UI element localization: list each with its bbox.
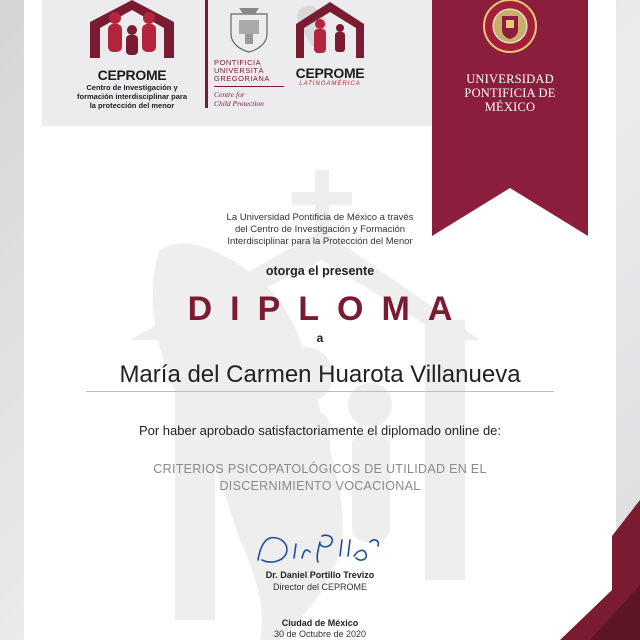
recipient-underline bbox=[86, 391, 554, 392]
university-seal-icon bbox=[484, 0, 536, 52]
signatory-name: Dr. Daniel Portillo Trevizo bbox=[265, 570, 375, 580]
course-title bbox=[0, 461, 640, 495]
grants-text: otorga el presente bbox=[265, 264, 375, 278]
issue-date: 30 de Octubre de 2020 bbox=[273, 629, 367, 639]
gregoriana-sub-line: Centre for bbox=[214, 90, 245, 99]
ceprome-logo bbox=[72, 0, 192, 110]
gregoriana-crest-icon bbox=[219, 4, 279, 54]
gregoriana-subtitle bbox=[214, 90, 284, 108]
intro-line: La Universidad Pontificia de México a través bbox=[226, 212, 414, 223]
gregoriana-logo bbox=[214, 4, 284, 108]
ceprome-latam-subtitle: LATINOAMÉRICA bbox=[299, 81, 361, 87]
university-name-line: MÉXICO bbox=[484, 100, 536, 114]
ceprome-house-icon bbox=[72, 0, 192, 62]
gregoriana-name-line: PONTIFICIA bbox=[214, 58, 262, 67]
handwritten-signature bbox=[250, 530, 390, 570]
intro-line: Interdisciplinar para la Protección del Menor bbox=[227, 236, 413, 247]
logo-divider bbox=[205, 0, 208, 108]
diploma-title: DIPLOMA bbox=[187, 290, 471, 328]
reason-text: Por haber aprobado satisfactoriamente el diplomado online de: bbox=[138, 423, 502, 438]
intro-line: del Centro de Investigación y Formación bbox=[234, 224, 406, 235]
gregoriana-name-line: GREGORIANA bbox=[214, 74, 270, 83]
gregoriana-rule bbox=[214, 86, 284, 87]
gregoriana-name-line: UNIVERSITÀ bbox=[214, 66, 265, 75]
issue-city: Ciudad de México bbox=[281, 618, 359, 628]
ceprome-desc-line: Centro de Investigación y bbox=[86, 83, 178, 92]
ceprome-latam-house-icon bbox=[282, 0, 378, 60]
intro-text bbox=[0, 212, 640, 248]
university-ribbon bbox=[432, 0, 588, 236]
ceprome-desc-line: la protección del menor bbox=[89, 101, 175, 110]
university-name-line: UNIVERSIDAD bbox=[466, 72, 554, 86]
ceprome-latam-logo bbox=[282, 0, 378, 87]
course-title-line: CRITERIOS PSICOPATOLÓGICOS DE UTILIDAD EN EL bbox=[153, 462, 487, 476]
ceprome-latam-name: CEPROME bbox=[295, 65, 365, 81]
signatory-role: Director del CEPROME bbox=[272, 582, 368, 592]
university-name bbox=[432, 72, 588, 114]
university-name-line: PONTIFICIA DE bbox=[464, 86, 556, 100]
to-word: a bbox=[316, 331, 324, 345]
course-title-line: DISCERNIMIENTO VOCACIONAL bbox=[219, 479, 421, 493]
recipient-name: María del Carmen Huarota Villanueva bbox=[119, 361, 521, 388]
gregoriana-name bbox=[214, 59, 284, 83]
ceprome-desc-line: formación interdisciplinar para bbox=[76, 92, 188, 101]
ceprome-logo-desc bbox=[72, 83, 192, 110]
gregoriana-sub-line: Child Protection bbox=[214, 99, 264, 108]
ceprome-logo-name: CEPROME bbox=[97, 67, 167, 83]
